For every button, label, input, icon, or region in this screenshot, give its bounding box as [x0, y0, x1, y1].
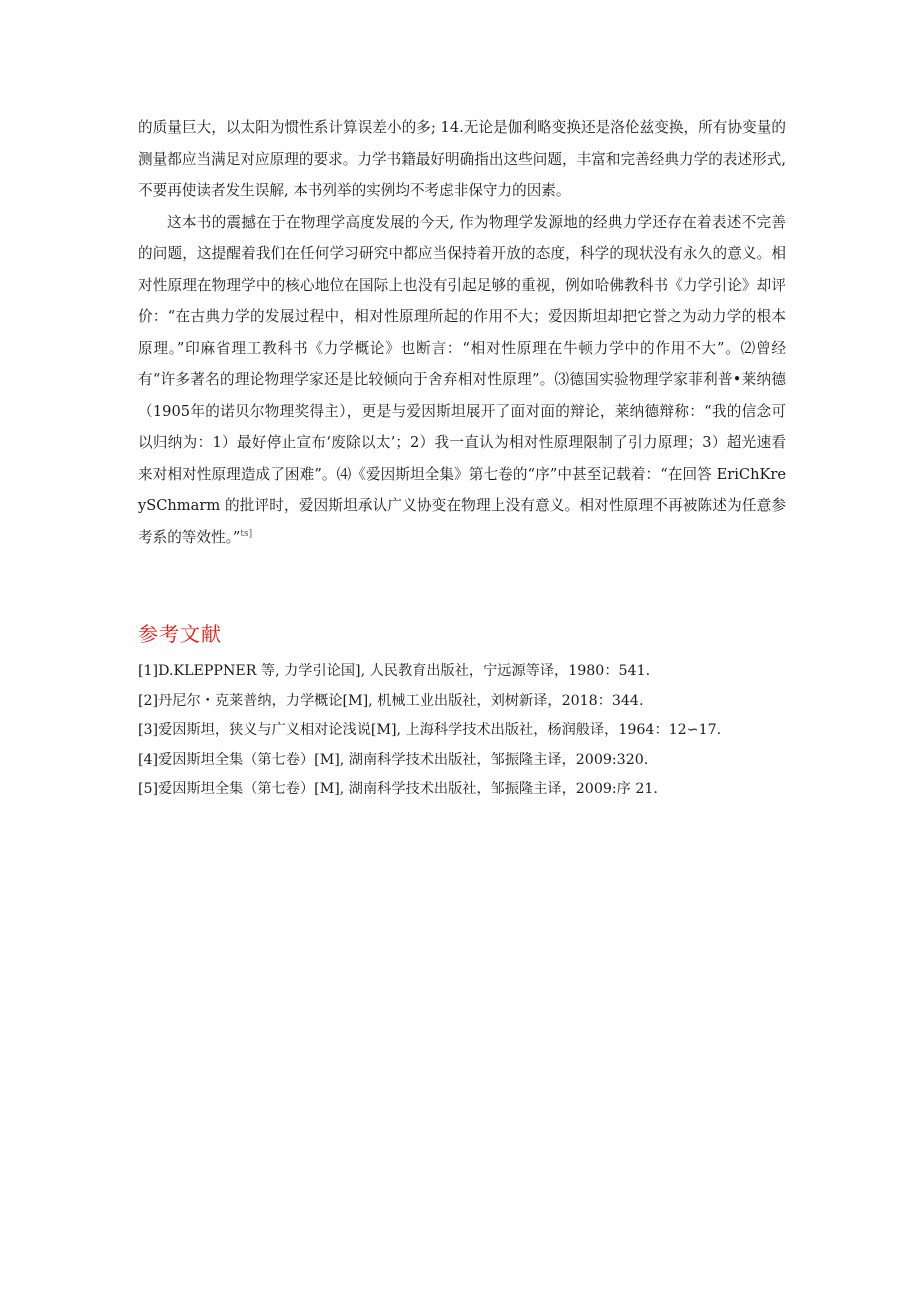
reference-item: [3]爱因斯坦，狭义与广义相对论浅说[M], 上海科学技术出版社，杨润般译，1964：12∽17. [138, 722, 722, 738]
paragraph-2-text: 这本书的震撼在于在物理学高度发展的今天, 作为物理学发源地的经典力学还存在着表述不完善的问题，这提醒着我们在任何学习研究中都应当保持着开放的态度，科学的现状没有永久的意义。相对性原理在物理学中的核心地位在国际上也没有引起足够的重视，例如哈佛教科书《力学引论》却评价：“在古典力学的发展过程中，相对性原理所起的作用不大；爱因斯坦却把它誉之为动力学的根本原理。”印麻省理工教科书《力学概论》也断言：“相对性原理在牛顿力学中的作用不大”。⑵曾经有“许多著名的理论物理学家还是比较倾向于舍弃相对性原理”。⑶德国实验物理学家菲利普•莱纳德（1905年的诺贝尔物理奖得主），更是与爱因斯坦展开了面对面的辩论，莱纳德辩称：“我的信念可以归纳为：1）最好停止宣布‘废除以太’；2）我一直认为相对性原理限制了引力原理；3）超光速看来对相对性原理造成了困难”。⑷《爱因斯坦全集》第七卷的“序”中甚至记载着：“在回答 EriChKreySChmarm 的批评时，爱因斯坦承认广义协变在物理上没有意义。相对性原理不再被陈述为任意参考系的等效性。” [138, 213, 786, 546]
paragraph-1-text: 的质量巨大，以太阳为惯性系计算误差小的多; 14.无论是伽利略变换还是洛伦兹变换，所有协变量的测量都应当满足对应原理的要求。力学书籍最好明确指出这些问题，丰富和完善经典力学的表述形式, 不要再使读者发生误解, 本书列举的实例均不考虑非保守力的因素。 [138, 119, 786, 199]
paragraph-2 [138, 207, 786, 554]
citation-marker: ts] [240, 528, 253, 539]
reference-item: [1]D.KLEPPNER 等, 力学引论国], 人民教育出版社，宁远源等译，1980：541. [138, 663, 651, 679]
reference-item: [5]爱因斯坦全集（第七卷）[M], 湖南科学技术出版社，邹振隆主译，2009:序 21. [138, 781, 658, 797]
reference-item: [4]爱因斯坦全集（第七卷）[M], 湖南科学技术出版社，邹振隆主译，2009:320. [138, 751, 649, 768]
document-body [138, 112, 786, 553]
references-heading: 参考文献 [138, 622, 222, 646]
reference-item: [2]丹尼尔・克莱普纳，力学概论[M], 机械工业出版社，刘树新译，2018：344. [138, 692, 644, 709]
references-list [138, 657, 798, 805]
paragraph-1 [138, 112, 786, 207]
